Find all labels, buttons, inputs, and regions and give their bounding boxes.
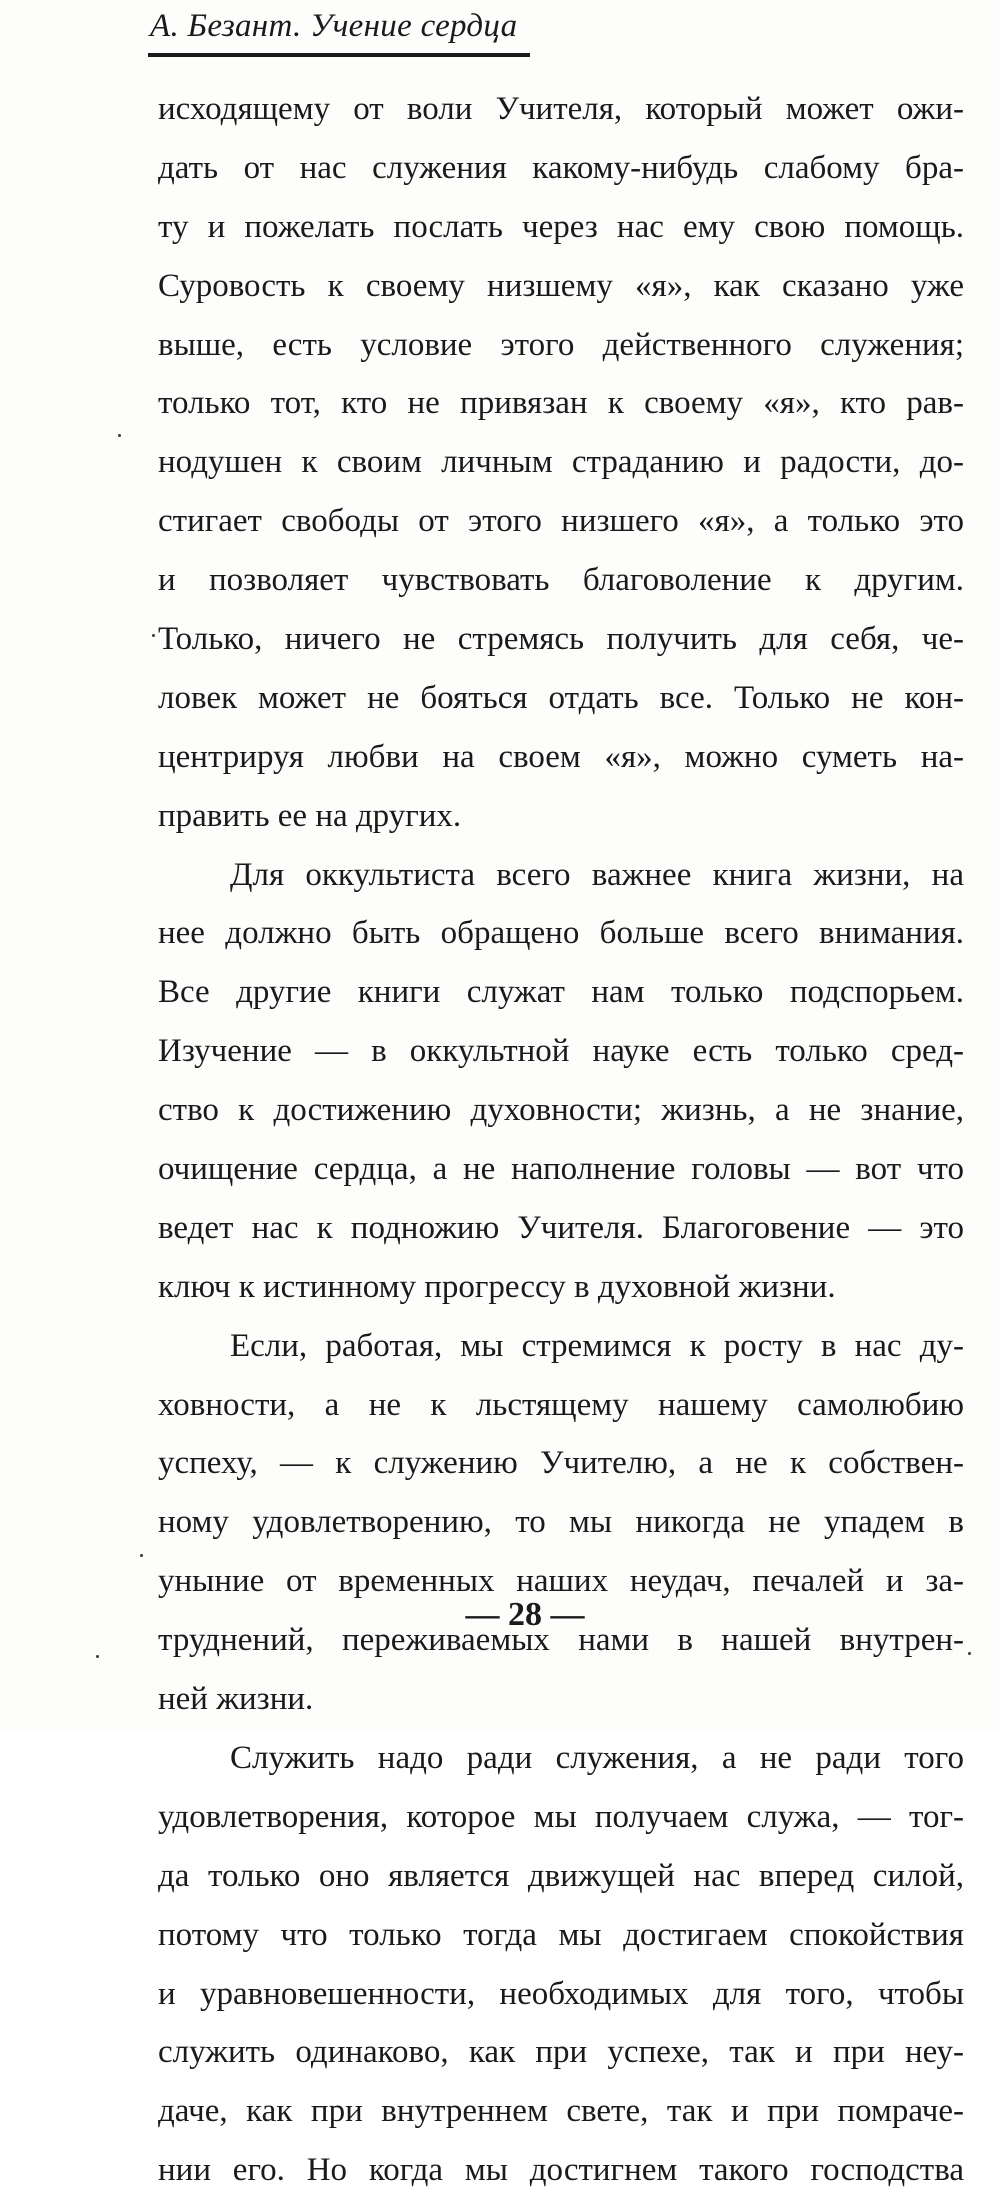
text-line: даче, как при внутреннем свете, так и при помраче- <box>158 2093 964 2130</box>
scan-speck <box>118 434 121 437</box>
text-line: исходящему от воли Учителя, который может ожи- <box>158 91 964 127</box>
text-line: только тот, кто не привязан к своему «я», кто рав- <box>158 385 964 422</box>
header-rule <box>148 53 530 57</box>
text-line: Все другие книги служат нам только подспорьем. <box>158 974 964 1011</box>
text-line: править ее на других. <box>158 797 462 834</box>
text-line: ведет нас к подножию Учителя. Благоговение — это <box>158 1209 964 1246</box>
scan-speck <box>152 634 155 637</box>
text-line: Изучение — в оккультной науке есть только сред- <box>158 1033 964 1070</box>
scan-speck <box>96 1655 99 1658</box>
text-line: и уравновешенности, необходимых для того, чтобы <box>158 1975 964 2012</box>
paragraph-first-line: Для оккультиста всего важнее книга жизни, на <box>230 856 964 893</box>
scan-speck <box>968 1652 971 1655</box>
scan-speck <box>140 1554 143 1557</box>
text-line: ство к достижению духовности; жизнь, а не знание, <box>158 1092 964 1129</box>
paragraph-first-line: Если, работая, мы стремимся к росту в нас ду- <box>230 1327 964 1364</box>
text-line: ключ к истинному прогрессу в духовной жизни. <box>158 1268 836 1305</box>
text-line: Суровость к своему низшему «я», как сказано уже <box>158 267 964 304</box>
text-line: и позволяет чувствовать благоволение к другим. <box>158 562 964 599</box>
text-line: стигает свободы от этого низшего «я», а только это <box>158 503 964 540</box>
text-line: нии его. Но когда мы достигнем такого господства <box>158 2152 964 2189</box>
text-line: ховности, а не к льстящему нашему самолюбию <box>158 1386 964 1423</box>
text-line: очищение сердца, а не наполнение головы — вот что <box>158 1151 964 1188</box>
text-line: центрируя любви на своем «я», можно суметь на- <box>158 738 964 775</box>
text-line: потому что только тогда мы достигаем спокойствия <box>158 1916 964 1953</box>
text-line: Только, ничего не стремясь получить для себя, че- <box>158 621 964 658</box>
text-line: труднений, переживаемых нами в нашей внутрен- <box>158 1622 964 1659</box>
text-line: ту и пожелать послать через нас ему свою помощь. <box>158 208 964 245</box>
text-line: служить одинаково, как при успехе, так и при неу- <box>158 2034 964 2071</box>
running-header: А. Безант. Учение сердца <box>150 8 518 44</box>
text-line: успеху, — к служению Учителю, а не к собствен- <box>158 1445 964 1482</box>
text-line: нее должно быть обращено больше всего внимания. <box>158 915 964 952</box>
body-text <box>158 80 964 2200</box>
page-number: — 28 — <box>465 1596 585 1633</box>
text-line: ней жизни. <box>158 1681 314 1718</box>
text-line: да только оно является движущей нас вперед силой, <box>158 1857 964 1894</box>
text-line: нодушен к своим личным страданию и радости, до- <box>158 444 964 481</box>
text-line: удовлетворения, которое мы получаем служа, — тог- <box>158 1798 964 1835</box>
text-line: уныние от временных наших неудач, печалей и за- <box>158 1563 964 1600</box>
paragraph-first-line: Служить надо ради служения, а не ради того <box>230 1739 964 1776</box>
text-line: ловек может не бояться отдать все. Только не кон- <box>158 679 964 716</box>
text-line: ному удовлетворению, то мы никогда не упадем в <box>158 1504 964 1541</box>
text-line: дать от нас служения какому-нибудь слабому бра- <box>158 149 964 186</box>
text-line: выше, есть условие этого действенного служения; <box>158 326 964 363</box>
